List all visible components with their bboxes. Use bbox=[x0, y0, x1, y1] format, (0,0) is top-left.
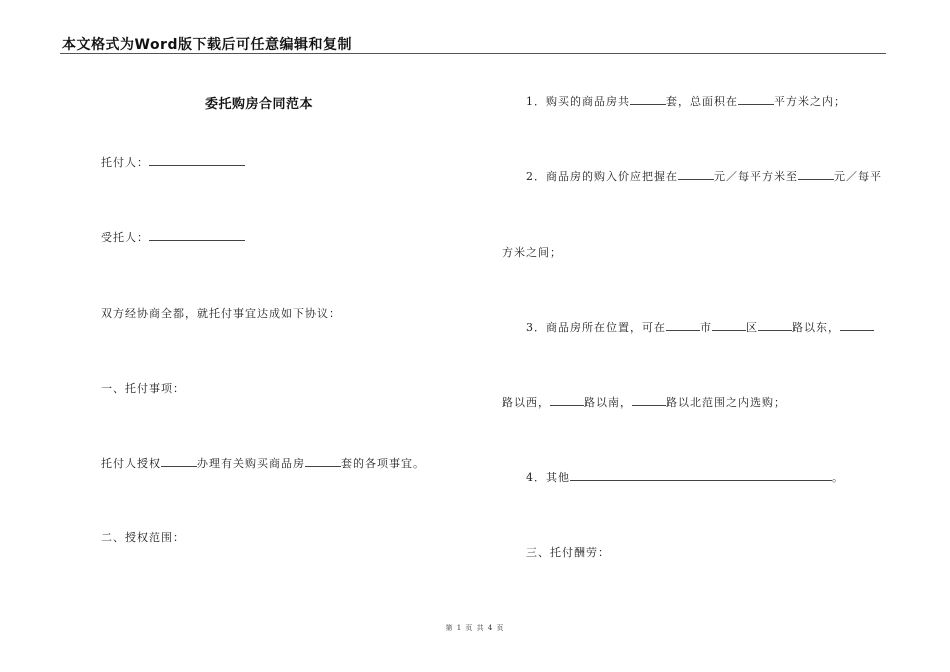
item3-blank-east bbox=[758, 319, 792, 331]
item3-part-e: 路以西， bbox=[502, 396, 550, 409]
item2-line bbox=[526, 168, 882, 184]
item3-blank-district bbox=[712, 319, 746, 331]
header-title: 本文格式为Word版下载后可任意编辑和复制 bbox=[62, 37, 352, 53]
section1-part-b: 办理有关购买商品房 bbox=[197, 457, 305, 470]
page-footer: 第 1 页 共 4 页 bbox=[445, 624, 505, 632]
client-blank bbox=[149, 154, 245, 166]
item2-part-a: 2．商品房的购入价应把握在 bbox=[526, 170, 678, 183]
document-title: 委托购房合同范本 bbox=[205, 97, 314, 112]
section1-part-a: 托付人授权 bbox=[101, 457, 161, 470]
item3-part-a: 3．商品房所在位置，可在 bbox=[526, 321, 666, 334]
item2-continuation: 方米之间； bbox=[502, 246, 562, 259]
item2-part-b: 元／每平方米至 bbox=[714, 170, 798, 183]
header-divider bbox=[60, 53, 886, 54]
authorized-person-blank bbox=[161, 455, 197, 467]
unit-count-blank bbox=[305, 455, 341, 467]
item3-blank-west-road bbox=[840, 319, 874, 331]
agent-label: 受托人： bbox=[101, 231, 149, 244]
item4-part-a: 4．其他 bbox=[526, 471, 570, 484]
item1-line bbox=[526, 93, 846, 109]
section3-heading: 三、托付酬劳： bbox=[526, 546, 610, 559]
item3-blank-city bbox=[666, 319, 700, 331]
item3-continuation bbox=[502, 394, 786, 410]
item3-part-g: 路以北范围之内选购； bbox=[666, 396, 786, 409]
section2-heading: 二、授权范围： bbox=[101, 531, 185, 544]
item3-part-d: 路以东， bbox=[792, 321, 840, 334]
section1-text bbox=[101, 455, 425, 471]
item2-part-c: 元／每平 bbox=[834, 170, 882, 183]
agent-blank bbox=[149, 229, 245, 241]
item3-line bbox=[526, 319, 874, 335]
item1-part-a: 1．购买的商品房共 bbox=[526, 95, 630, 108]
item1-blank-area bbox=[738, 93, 774, 105]
client-label: 托付人： bbox=[101, 156, 149, 169]
section1-part-c: 套的各项事宜。 bbox=[341, 457, 425, 470]
agreement-text: 双方经协商全都，就托付事宜达成如下协议： bbox=[101, 307, 341, 320]
item1-part-c: 平方米之内； bbox=[774, 95, 846, 108]
item4-blank-other bbox=[570, 469, 832, 481]
item2-blank-min bbox=[678, 168, 714, 180]
client-line bbox=[101, 154, 245, 170]
item3-part-f: 路以南， bbox=[584, 396, 632, 409]
item1-blank-count bbox=[630, 93, 666, 105]
item1-part-b: 套，总面积在 bbox=[666, 95, 738, 108]
item3-part-c: 区 bbox=[746, 321, 758, 334]
item4-line bbox=[526, 469, 844, 485]
item3-blank-south-road bbox=[550, 394, 584, 406]
item3-part-b: 市 bbox=[700, 321, 712, 334]
section1-heading: 一、托付事项： bbox=[101, 382, 185, 395]
agent-line bbox=[101, 229, 245, 245]
item2-blank-max bbox=[798, 168, 834, 180]
item4-part-b: 。 bbox=[832, 471, 844, 484]
item3-blank-north-road bbox=[632, 394, 666, 406]
